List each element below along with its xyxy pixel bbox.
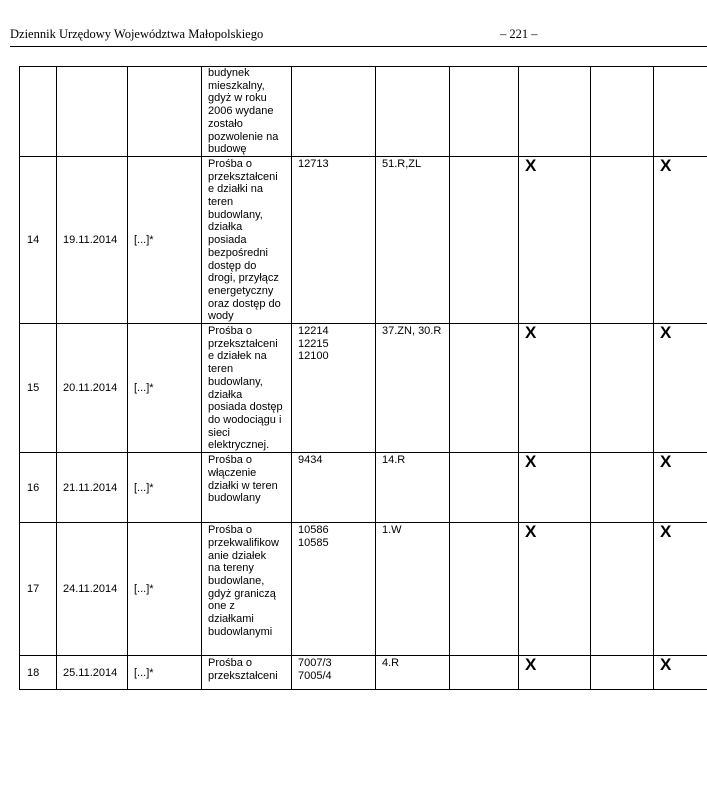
cell-parcels: 12214 12215 12100 [292,324,376,453]
cell-mark-b: X [654,656,707,690]
cell-lp: 18 [20,656,57,690]
cell-date: 20.11.2014 [57,324,128,453]
cell-date: 21.11.2014 [57,453,128,523]
cell-parcels: 12713 [292,156,376,323]
cell-applicant: [...]* [128,656,202,690]
cell-date: 25.11.2014 [57,656,128,690]
table-row [20,453,707,523]
cell-designation [376,67,450,157]
cell-parcels: 7007/3 7005/4 [292,656,376,690]
cell-parcels: 10586 10585 [292,523,376,656]
cell-description: budynek mieszkalny, gdyż w roku 2006 wydane zostało pozwolenie na budowę [202,67,292,157]
cell-parcels: 9434 [292,453,376,523]
cell-empty [591,656,654,690]
cell-description: Prośba o przekształceni [202,656,292,690]
cell-mark-b: X [654,453,707,523]
cell-empty [591,156,654,323]
cell-parcels [292,67,376,157]
cell-empty [591,67,654,157]
cell-date [57,67,128,157]
cell-description: Prośba o włączenie działki w teren budowlany [202,453,292,523]
cell-applicant: [...]* [128,453,202,523]
cell-mark-a: X [519,324,591,453]
cell-empty [450,156,519,323]
table-row-continuation [20,67,707,157]
cell-lp [20,67,57,157]
cell-designation: 4.R [376,656,450,690]
cell-lp: 16 [20,453,57,523]
cell-empty [591,324,654,453]
cell-lp: 15 [20,324,57,453]
cell-empty [450,656,519,690]
cell-mark-b: X [654,324,707,453]
cell-mark-b: X [654,523,707,656]
cell-designation: 14.R [376,453,450,523]
cell-empty [591,523,654,656]
cell-mark-a [519,67,591,157]
applications-table [19,66,707,690]
cell-mark-b [654,67,707,157]
cell-designation: 37.ZN, 30.R [376,324,450,453]
cell-empty [450,67,519,157]
cell-lp: 17 [20,523,57,656]
cell-empty [450,453,519,523]
journal-title: Dziennik Urzędowy Województwa Małopolskiego [10,27,264,41]
cell-date: 24.11.2014 [57,523,128,656]
cell-date: 19.11.2014 [57,156,128,323]
table-row [20,656,707,690]
table-row [20,324,707,453]
table-row [20,156,707,323]
cell-mark-a: X [519,156,591,323]
cell-mark-a: X [519,523,591,656]
cell-empty [450,523,519,656]
cell-applicant [128,67,202,157]
page-number: – 221 – [500,27,538,41]
cell-mark-a: X [519,656,591,690]
cell-description: Prośba o przekształceni e działki na teren budowlany, działka posiada bezpośredni dostęp do drogi, przyłącz energetyczny oraz dostęp do wody [202,156,292,323]
cell-applicant: [...]* [128,523,202,656]
cell-mark-b: X [654,156,707,323]
page-header [10,27,707,47]
cell-empty [591,453,654,523]
cell-mark-a: X [519,453,591,523]
cell-designation: 1.W [376,523,450,656]
cell-empty [450,324,519,453]
cell-applicant: [...]* [128,324,202,453]
cell-applicant: [...]* [128,156,202,323]
cell-designation: 51.R,ZL [376,156,450,323]
cell-lp: 14 [20,156,57,323]
table-row [20,523,707,656]
cell-description: Prośba o przekształceni e działek na teren budowlany, działka posiada dostęp do wodociągu i sieci elektrycznej. [202,324,292,453]
cell-description: Prośba o przekwalifikow anie działek na tereny budowlane, gdyż graniczą one z działkami budowlanymi [202,523,292,656]
